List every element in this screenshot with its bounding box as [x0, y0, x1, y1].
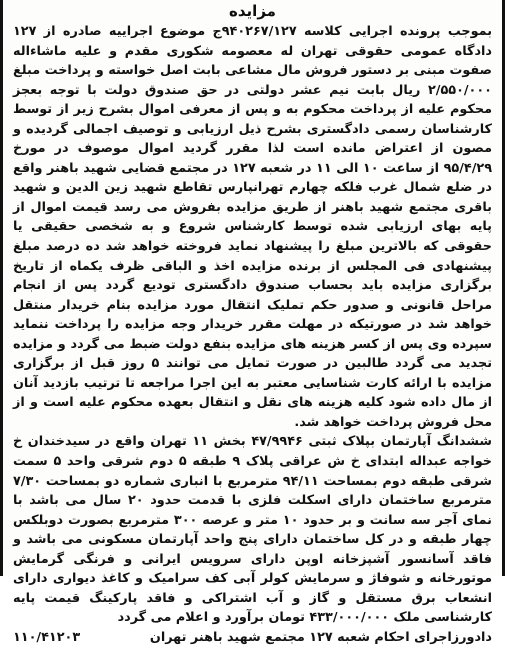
reference-number: ۱۱۰/۴۱۲۰۳ — [13, 629, 81, 645]
notice-body — [3, 22, 502, 628]
auction-terms-paragraph: بموجب پرونده اجرایی کلاسه ۹۴۰۲۶۷/۱۲۷ج موضوع اجراییه صادره از ۱۲۷ دادگاه عمومی حقوقی تهران له معصومه شکوری مقدم و علیه ماشاءاله صفوت مبنی بر دستور فروش مال مشاعی بابت اصل خواسته و پرداخت مبلغ ۲/۵۵۰/۰۰۰ ریال بابت نیم عشر دولتی در حق صندوق دولت با توجه بعجز محکوم علیه از پرداخت محکوم به و پس از معرفی اموال بشرح زیر از توسط کارشناسان رسمی دادگستری بشرح ذیل ارزیابی و توصیف اجمالی گردیده و مصون از اعتراض مانده است لذا مقرر گردید اموال موصوف در مورخ ۹۵/۴/۲۹ از ساعت ۱۰ الی ۱۱ در شعبه ۱۲۷ در مجتمع قضایی شهید باهنر واقع در ضلع شمال غرب فلکه چهارم تهرانپارس تقاطع شهید زین الدین و شهید باقری مجتمع شهید باهنر از طریق مزایده بفروش می رسد قیمت اموال از پایه بهای ارزیابی شده توسط کارشناس شروع و به شخصی حقیقی یا حقوقی که بالاترین مبلغ را پیشنهاد نماید فروخته خواهد شد ده درصد مبلغ پیشنهادی فی المجلس از برنده مزایده اخذ و الباقی ظرف یکماه از تاریخ برگزاری مزایده باید بحساب صندوق دادگستری تودیع گردد پس از انجام مراحل قانونی و صدور حکم تملیک انتقال مورد مزایده بنام خریدار منتقل خواهد شد در صورتیکه در مهلت مقرر خریدار وجه مزایده را پرداخت ننماید سپرده وی پس از کسر هزینه های مزایده بنفع دولت ضبط می گردد و مزایده تجدید می گردد طالبین در صورت تمایل می توانند ۵ روز قبل از برگزاری مزایده با ارائه کارت شناسایی معتبر به این اجرا مراجعه تا ترتیب بازدید آنان از مال داده شود کلیه هزینه های نقل و انتقال بعهده محکوم علیه است و از محل فروش پرداخت خواهد شد. — [13, 24, 493, 430]
property-description-paragraph: ششدانگ آپارتمان بپلاک ثبتی ۴۷/۹۹۴۶ بخش ۱۱ تهران واقع در سیدخندان خ خواجه عبداله ابتدای خ ش عراقی پلاک ۹ طبقه ۵ دوم شرقی واحد ۵ سمت شرقی طبقه دوم بمساحت ۹۴/۱۱ مترمربع با انباری شماره دو بمساحت ۷/۳۰ مترمربع ساختمان دارای اسکلت فلزی با قدمت حدود ۲۰ سال می باشد با نمای آجر سه سانت و بر حدود ۱۰ متر و عرصه ۳۰۰ مترمربع بصورت دوبلکس چهار طبقه و در کل ساختمان دارای پنج واحد آپارتمان مسکونی می باشد و فاقد آسانسور آشپزخانه اوپن دارای سرویس ایرانی و فرنگی گرمایش موتورخانه و شوفاژ و سرمایش کولر آبی کف سرامیک و کاغذ دیواری دارای انشعاب برق مستقل و گاز و آب اشتراکی و فاقد پارکینگ قیمت پایه کارشناسی ملک ۴۳۳/۰۰۰/۰۰۰ تومان برآورد و اعلام می گردد — [13, 434, 493, 626]
notice-title: مزایده — [229, 2, 276, 20]
signature-line: دادورزاجرای احکام شعبه ۱۲۷ مجتمع شهید باهنر تهران — [149, 629, 492, 645]
notice-footer — [3, 628, 502, 648]
